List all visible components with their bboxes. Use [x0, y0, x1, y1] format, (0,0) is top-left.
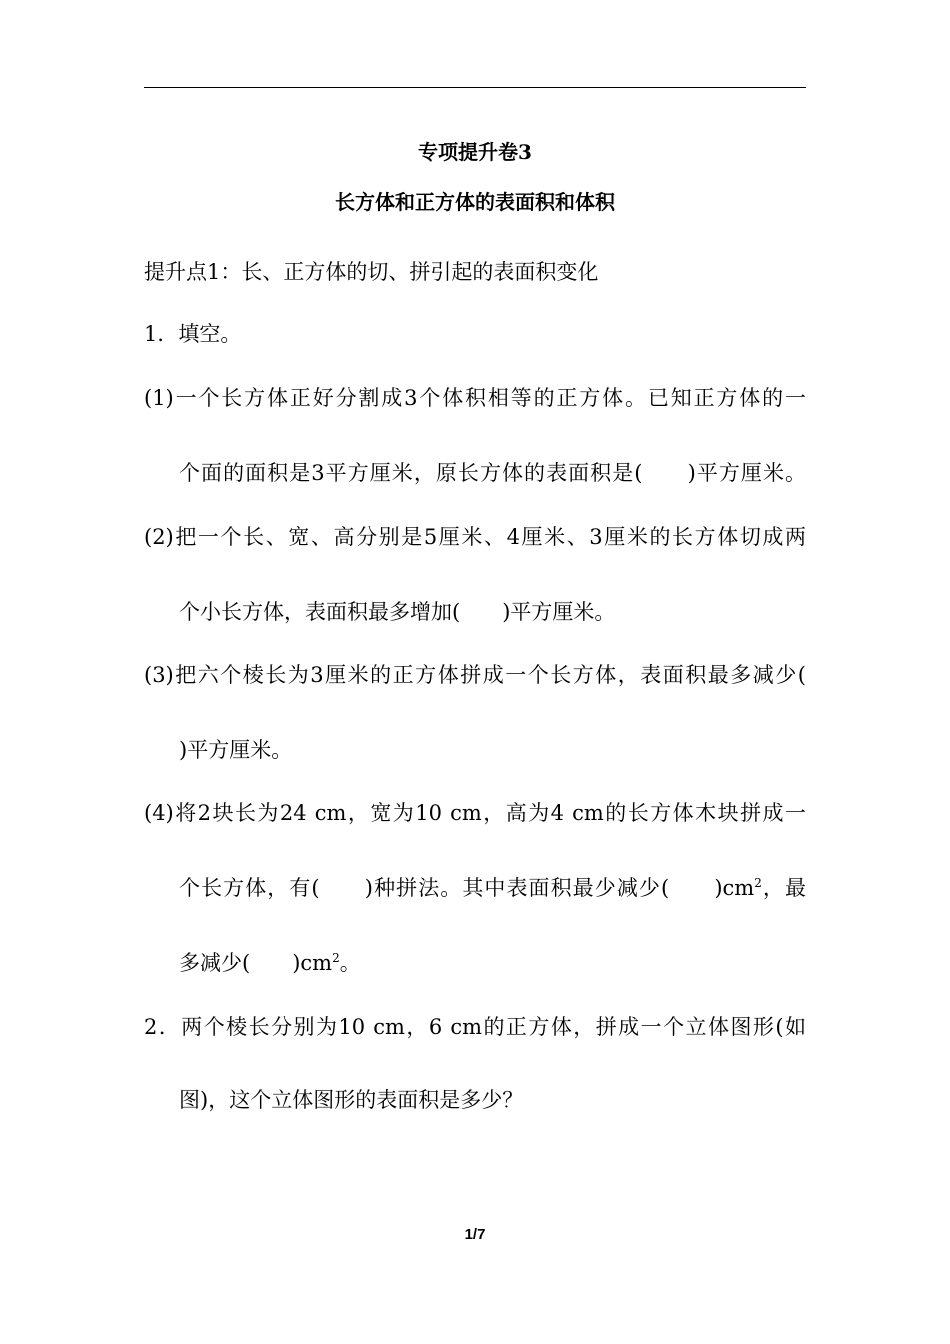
q1-part2-line1: (2)把一个长、宽、高分别是5厘米、4厘米、3厘米的长方体切成两	[144, 525, 806, 549]
q1-part4-line2	[179, 873, 806, 903]
q1-part4-line3-tail: 。	[339, 951, 361, 975]
question-2-line2: 图)，这个立体图形的表面积是多少？	[179, 1088, 524, 1112]
q1-part2-line2: 个小长方体，表面积最多增加( )平方厘米。	[179, 600, 616, 624]
page-number: 1/7	[464, 1226, 486, 1243]
superscript-2: 2	[332, 951, 340, 965]
q1-part4-line2-text: 个长方体，有( )种拼法。其中表面积最少减少( )cm	[179, 876, 755, 900]
q1-part3-line1: (3)把六个棱长为3厘米的正方体拼成一个长方体，表面积最多减少(	[144, 663, 806, 687]
question-2-line1: 2．两个棱长分别为10 cm，6 cm的正方体，拼成一个立体图形(如	[144, 1015, 806, 1039]
section-heading: 提升点1：长、正方体的切、拼引起的表面积变化	[144, 260, 599, 284]
page-title: 专项提升卷3	[418, 140, 532, 164]
q1-part3-line2: )平方厘米。	[179, 738, 293, 762]
page-subtitle: 长方体和正方体的表面积和体积	[335, 190, 615, 214]
q1-part4-line2-tail: ，最	[761, 876, 806, 900]
header-rule	[144, 87, 806, 88]
question-1-label: 1．填空。	[144, 322, 242, 346]
q1-part4-line3	[179, 948, 361, 978]
q1-part4-line1: (4)将2块长为24 cm，宽为10 cm，高为4 cm的长方体木块拼成一	[144, 801, 806, 825]
q1-part1-line1: (1)一个长方体正好分割成3个体积相等的正方体。已知正方体的一	[144, 386, 806, 410]
q1-part4-line3-text: 多减少( )cm	[179, 951, 333, 975]
superscript-2: 2	[754, 876, 762, 890]
q1-part1-line2: 个面的面积是3平方厘米，原长方体的表面积是( )平方厘米。	[179, 461, 806, 485]
